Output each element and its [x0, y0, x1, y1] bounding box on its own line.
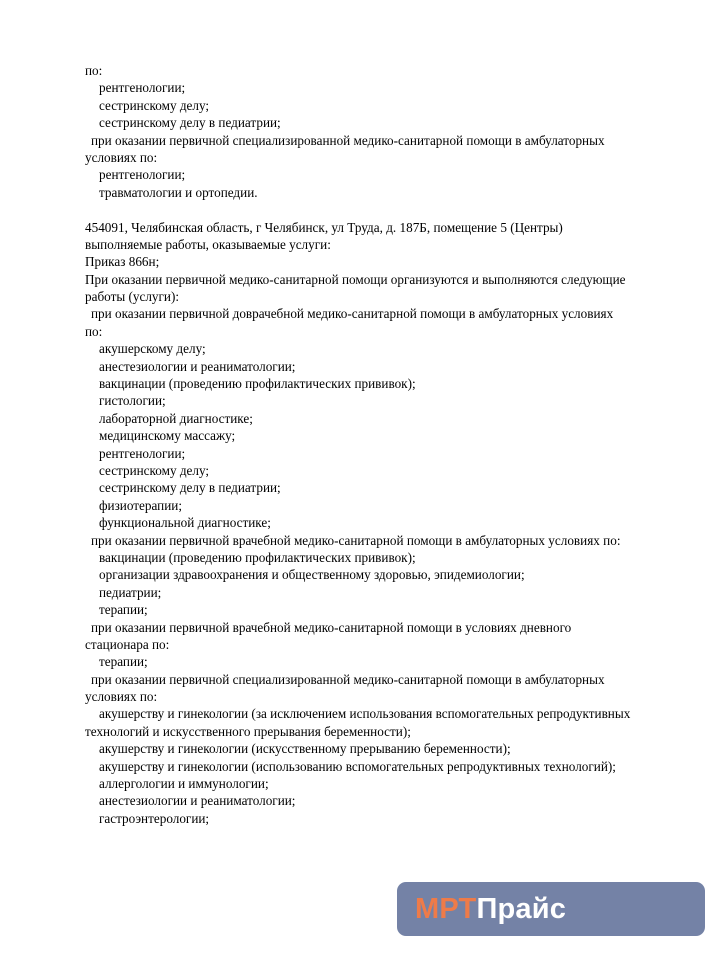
text-line: физиотерапии; — [99, 497, 183, 513]
text-line: по: — [85, 323, 103, 339]
text-line: Приказ 866н; — [85, 254, 160, 270]
blank-line — [85, 201, 695, 218]
text-line: сестринскому делу в педиатрии; — [99, 115, 281, 131]
text-line: акушерству и гинекологии (искусственному прерыванию беременности); — [99, 741, 511, 757]
text-line: рентгенологии; — [99, 80, 186, 96]
text-line: При оказании первичной медико-санитарной помощи организуются и выполняются следующие — [85, 271, 626, 287]
text-line: 454091, Челябинская область, г Челябинск, ул Труда, д. 187Б, помещение 5 (Центры) — [85, 219, 563, 235]
text-line: акушерству и гинекологии (использованию вспомогательных репродуктивных технологий); — [99, 758, 616, 774]
text-line: педиатрии; — [99, 584, 162, 600]
text-line: терапии; — [99, 602, 148, 618]
text-line: функциональной диагностике; — [99, 515, 271, 531]
text-line: акушерскому делу; — [99, 341, 206, 357]
text-line: анестезиологии и реаниматологии; — [99, 793, 296, 809]
document-body — [85, 62, 695, 827]
text-line: работы (услуги): — [85, 289, 180, 305]
text-line: организации здравоохранения и общественному здоровью, эпидемиологии; — [99, 567, 525, 583]
text-line: гистологии; — [99, 393, 166, 409]
text-line: сестринскому делу в педиатрии; — [99, 480, 281, 496]
text-line: рентгенологии; — [99, 167, 186, 183]
text-line: сестринскому делу; — [99, 97, 210, 113]
logo-text-mrt: МРТ — [415, 892, 477, 925]
text-line: гастроэнтерологии; — [99, 810, 210, 826]
text-line: при оказании первичной специализированной медико-санитарной помощи в амбулаторных — [91, 671, 605, 687]
text-line: лабораторной диагностике; — [99, 410, 253, 426]
text-line: анестезиологии и реаниматологии; — [99, 358, 296, 374]
text-line: выполняемые работы, оказываемые услуги: — [85, 236, 331, 252]
text-line: при оказании первичной доврачебной медико-санитарной помощи в амбулаторных условиях — [91, 306, 614, 322]
text-line: аллергологии и иммунологии; — [99, 776, 269, 792]
text-line: при оказании первичной специализированной медико-санитарной помощи в амбулаторных — [91, 132, 605, 148]
watermark-logo — [397, 882, 705, 936]
text-line: при оказании первичной врачебной медико-санитарной помощи в амбулаторных условиях по: — [91, 532, 621, 548]
text-line: сестринскому делу; — [99, 462, 210, 478]
text-line: технологий и искусственного прерывания беременности); — [85, 723, 411, 739]
text-line: по: — [85, 63, 103, 78]
text-line: условиях по: — [85, 149, 158, 165]
text-line: акушерству и гинекологии (за исключением использования вспомогательных репродуктивных — [99, 706, 631, 722]
text-line: медицинскому массажу; — [99, 428, 236, 444]
text-line: травматологии и ортопедии. — [99, 184, 258, 200]
text-line: при оказании первичной врачебной медико-санитарной помощи в условиях дневного — [91, 619, 572, 635]
text-line: вакцинации (проведению профилактических прививок); — [99, 376, 416, 392]
text-line: условиях по: — [85, 689, 158, 705]
text-line: терапии; — [99, 654, 148, 670]
logo-text-price: Прайс — [476, 892, 567, 925]
text-line: стационара по: — [85, 636, 170, 652]
text-line: рентгенологии; — [99, 445, 186, 461]
text-line: вакцинации (проведению профилактических прививок); — [99, 549, 416, 565]
